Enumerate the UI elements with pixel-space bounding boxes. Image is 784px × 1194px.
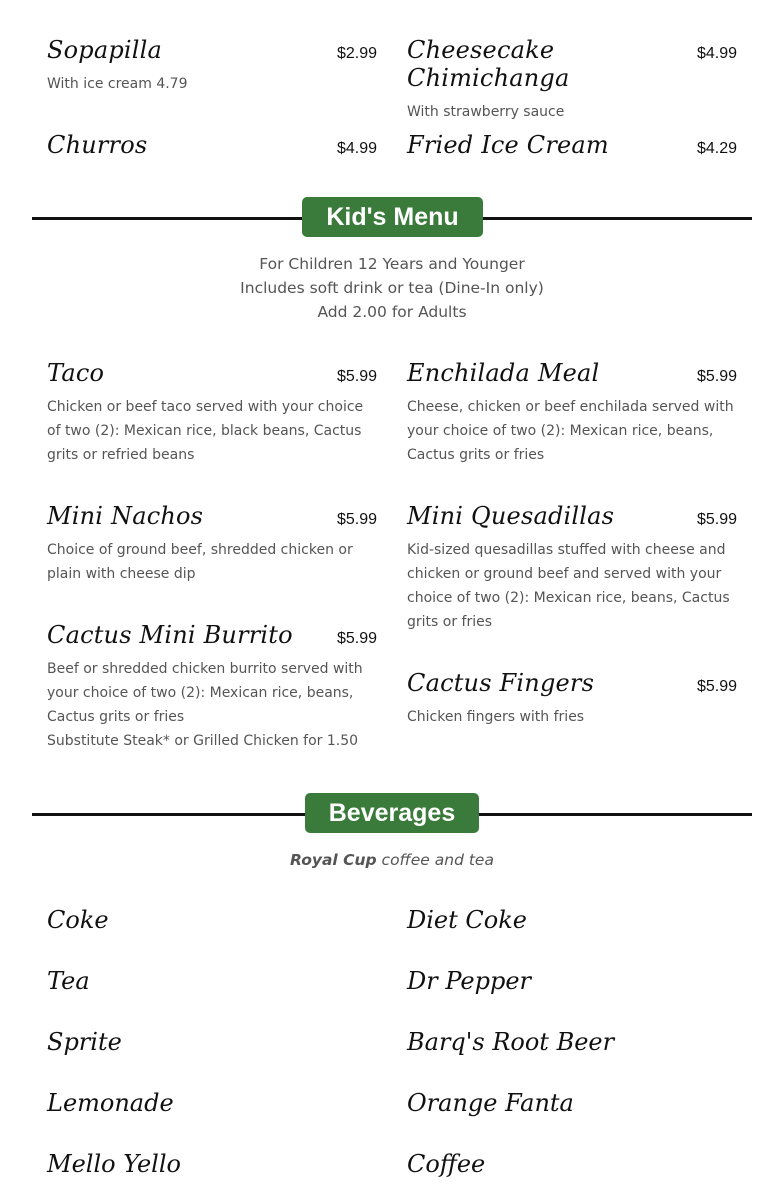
beverage-item: Mello Yello <box>47 1150 181 1178</box>
beverage-item: Coke <box>47 906 109 934</box>
item-name: Mini Quesadillas <box>407 502 615 530</box>
kids-note: For Children 12 Years and Younger <box>259 255 525 273</box>
item-price: $5.99 <box>336 511 377 528</box>
item-description: Choice of ground beef, shredded chicken or plain with cheese dip <box>47 542 353 582</box>
menu-item-cactus-fingers <box>407 669 737 729</box>
item-name: Taco <box>47 359 105 387</box>
beverage-item: Tea <box>47 967 90 995</box>
item-price: $5.99 <box>696 678 737 695</box>
item-description: With strawberry sauce <box>407 104 565 120</box>
menu-item-enchilada-meal <box>407 359 737 467</box>
item-price: $5.99 <box>696 511 737 528</box>
kids-menu-notes <box>0 252 784 324</box>
item-name: Cactus Mini Burrito <box>47 621 293 649</box>
item-price: $4.99 <box>336 140 377 157</box>
beverage-item: Orange Fanta <box>407 1089 574 1117</box>
item-description: Chicken or beef taco served with your choice of two (2): Mexican rice, black beans, Cactus grits or refried beans <box>47 399 364 463</box>
section-title-beverages: Beverages <box>305 793 479 833</box>
item-description: Kid-sized quesadillas stuffed with cheese and chicken or ground beef and served with your choice of two (2): Mexican rice, beans, Cactus grits or fries <box>407 542 730 630</box>
item-description-extra: Substitute Steak* or Grilled Chicken for 1.50 <box>47 733 359 749</box>
brand-name: Royal Cup <box>290 851 377 869</box>
item-price: $2.99 <box>336 45 377 62</box>
item-name: Fried Ice Cream <box>407 131 609 159</box>
kids-note: Add 2.00 for Adults <box>317 303 467 321</box>
item-name: Enchilada Meal <box>407 359 600 387</box>
item-description: Chicken fingers with fries <box>407 709 585 725</box>
beverages-note <box>0 848 784 872</box>
menu-item-churros <box>47 131 377 159</box>
section-title-kids-menu: Kid's Menu <box>302 197 483 237</box>
note-text: coffee and tea <box>376 851 494 869</box>
item-description: Cheese, chicken or beef enchilada served with your choice of two (2): Mexican rice, beans, Cactus grits or fries <box>407 399 734 463</box>
menu-item-mini-nachos <box>47 502 377 586</box>
menu-item-cactus-mini-burrito <box>47 621 377 753</box>
item-name: Churros <box>47 131 148 159</box>
menu-item-sopapilla <box>47 36 377 96</box>
item-price: $5.99 <box>696 368 737 385</box>
item-name: Mini Nachos <box>47 502 204 530</box>
beverage-item: Dr Pepper <box>407 967 532 995</box>
item-description: Beef or shredded chicken burrito served with your choice of two (2): Mexican rice, beans, Cactus grits or fries <box>47 661 363 725</box>
beverage-item: Diet Coke <box>407 906 527 934</box>
beverage-item: Lemonade <box>47 1089 174 1117</box>
kids-note: Includes soft drink or tea (Dine-In only) <box>240 279 544 297</box>
item-price: $5.99 <box>336 368 377 385</box>
beverage-item: Barq's Root Beer <box>407 1028 615 1056</box>
item-name: Cactus Fingers <box>407 669 595 697</box>
item-description: With ice cream 4.79 <box>47 76 188 92</box>
item-price: $4.29 <box>696 140 737 157</box>
menu-item-fried-ice-cream <box>407 131 737 159</box>
menu-item-cheesecake-chimichanga <box>407 36 737 124</box>
item-price: $5.99 <box>336 630 377 647</box>
item-price: $4.99 <box>696 45 737 62</box>
item-name: Cheesecake Chimichanga <box>407 36 570 92</box>
menu-item-taco <box>47 359 377 467</box>
menu-item-mini-quesadillas <box>407 502 737 634</box>
beverage-item: Coffee <box>407 1150 486 1178</box>
beverage-item: Sprite <box>47 1028 122 1056</box>
item-name: Sopapilla <box>47 36 163 64</box>
